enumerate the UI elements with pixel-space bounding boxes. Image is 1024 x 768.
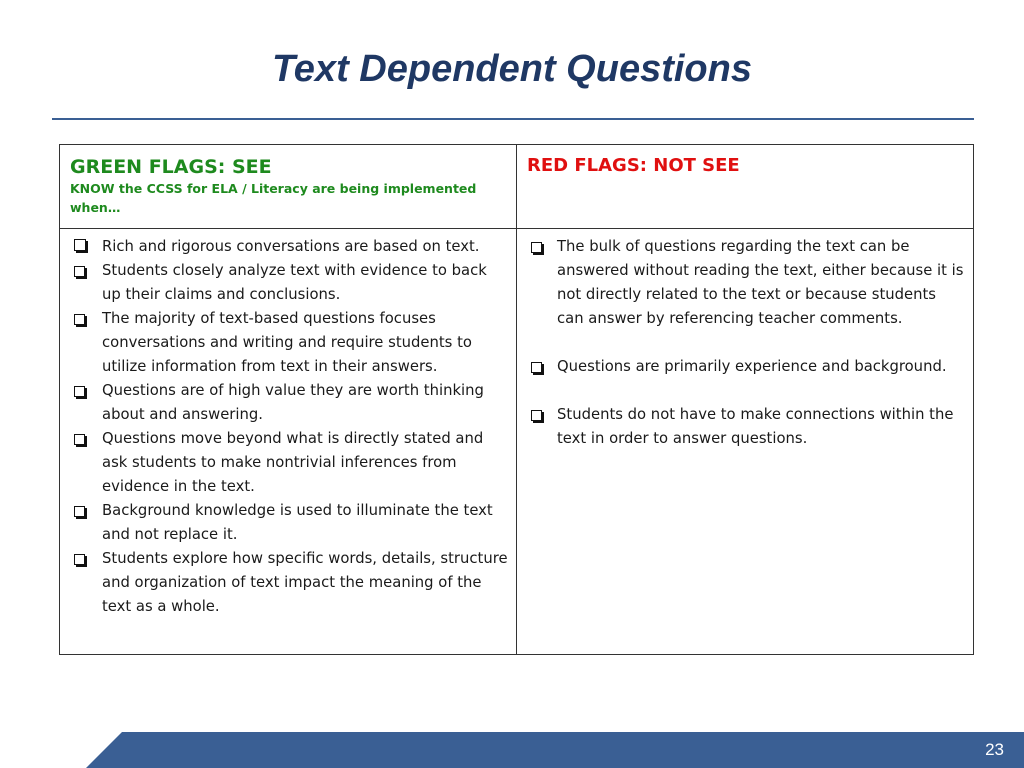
list-item-text: Questions move beyond what is directly stated and ask students to make nontrivial inferences from evidence in the text. [102,430,484,495]
checkbox-bullet-icon [74,434,85,445]
checkbox-bullet-icon [74,554,85,565]
list-item-text: Students explore how specific words, details, structure and organization of text impact the meaning of the text as a whole. [102,550,508,615]
checkbox-bullet-icon [74,239,86,251]
list-item [70,547,508,619]
list-item-text: Questions are of high value they are worth thinking about and answering. [102,382,484,423]
checkbox-bullet-icon [531,242,542,253]
list-item [70,307,508,379]
list-item-text: Students closely analyze text with evidence to back up their claims and conclusions. [102,262,487,303]
list-item [527,355,965,379]
checkbox-bullet-icon [74,266,85,277]
checkbox-bullet-icon [74,314,85,325]
green-flags-body-cell [60,229,517,655]
green-flags-header-cell [60,145,517,229]
slide-title: Text Dependent Questions [272,48,752,90]
list-item-text: Questions are primarily experience and background. [557,358,947,375]
green-flags-subheading: KNOW the CCSS for ELA / Literacy are being implemented when… [70,181,477,215]
red-flags-list [527,235,965,451]
table-body-row [60,229,974,655]
list-item [70,259,508,307]
checkbox-bullet-icon [74,386,85,397]
list-item-text: The majority of text-based questions focuses conversations and writing and require students to utilize information from text in their answers. [102,310,472,375]
list-item [70,379,508,427]
list-item [527,235,965,331]
red-flags-body-cell [517,229,974,655]
red-flags-header-cell [517,145,974,229]
list-item-text: The bulk of questions regarding the text can be answered without reading the text, either because it is not directly related to the text or because students can answer by referencing teacher comments. [557,238,964,327]
red-flags-heading: RED FLAGS: NOT SEE [527,155,740,176]
checkbox-bullet-icon [74,506,85,517]
list-item [527,403,965,451]
list-item [70,499,508,547]
list-item-text: Rich and rigorous conversations are based on text. [102,238,480,255]
green-flags-heading: GREEN FLAGS: SEE [70,156,272,178]
checkbox-bullet-icon [531,362,542,373]
checkbox-bullet-icon [531,410,542,421]
green-flags-list [70,235,508,619]
list-item-text: Background knowledge is used to illuminate the text and not replace it. [102,502,493,543]
list-item [70,427,508,499]
flags-table [59,144,974,655]
table-header-row [60,145,974,229]
footer-band [0,732,1024,768]
title-divider [52,118,974,120]
footer-band-shape [86,732,1024,768]
list-item-text: Students do not have to make connections within the text in order to answer questions. [557,406,954,447]
page-number: 23 [985,740,1004,759]
list-item [70,235,508,259]
